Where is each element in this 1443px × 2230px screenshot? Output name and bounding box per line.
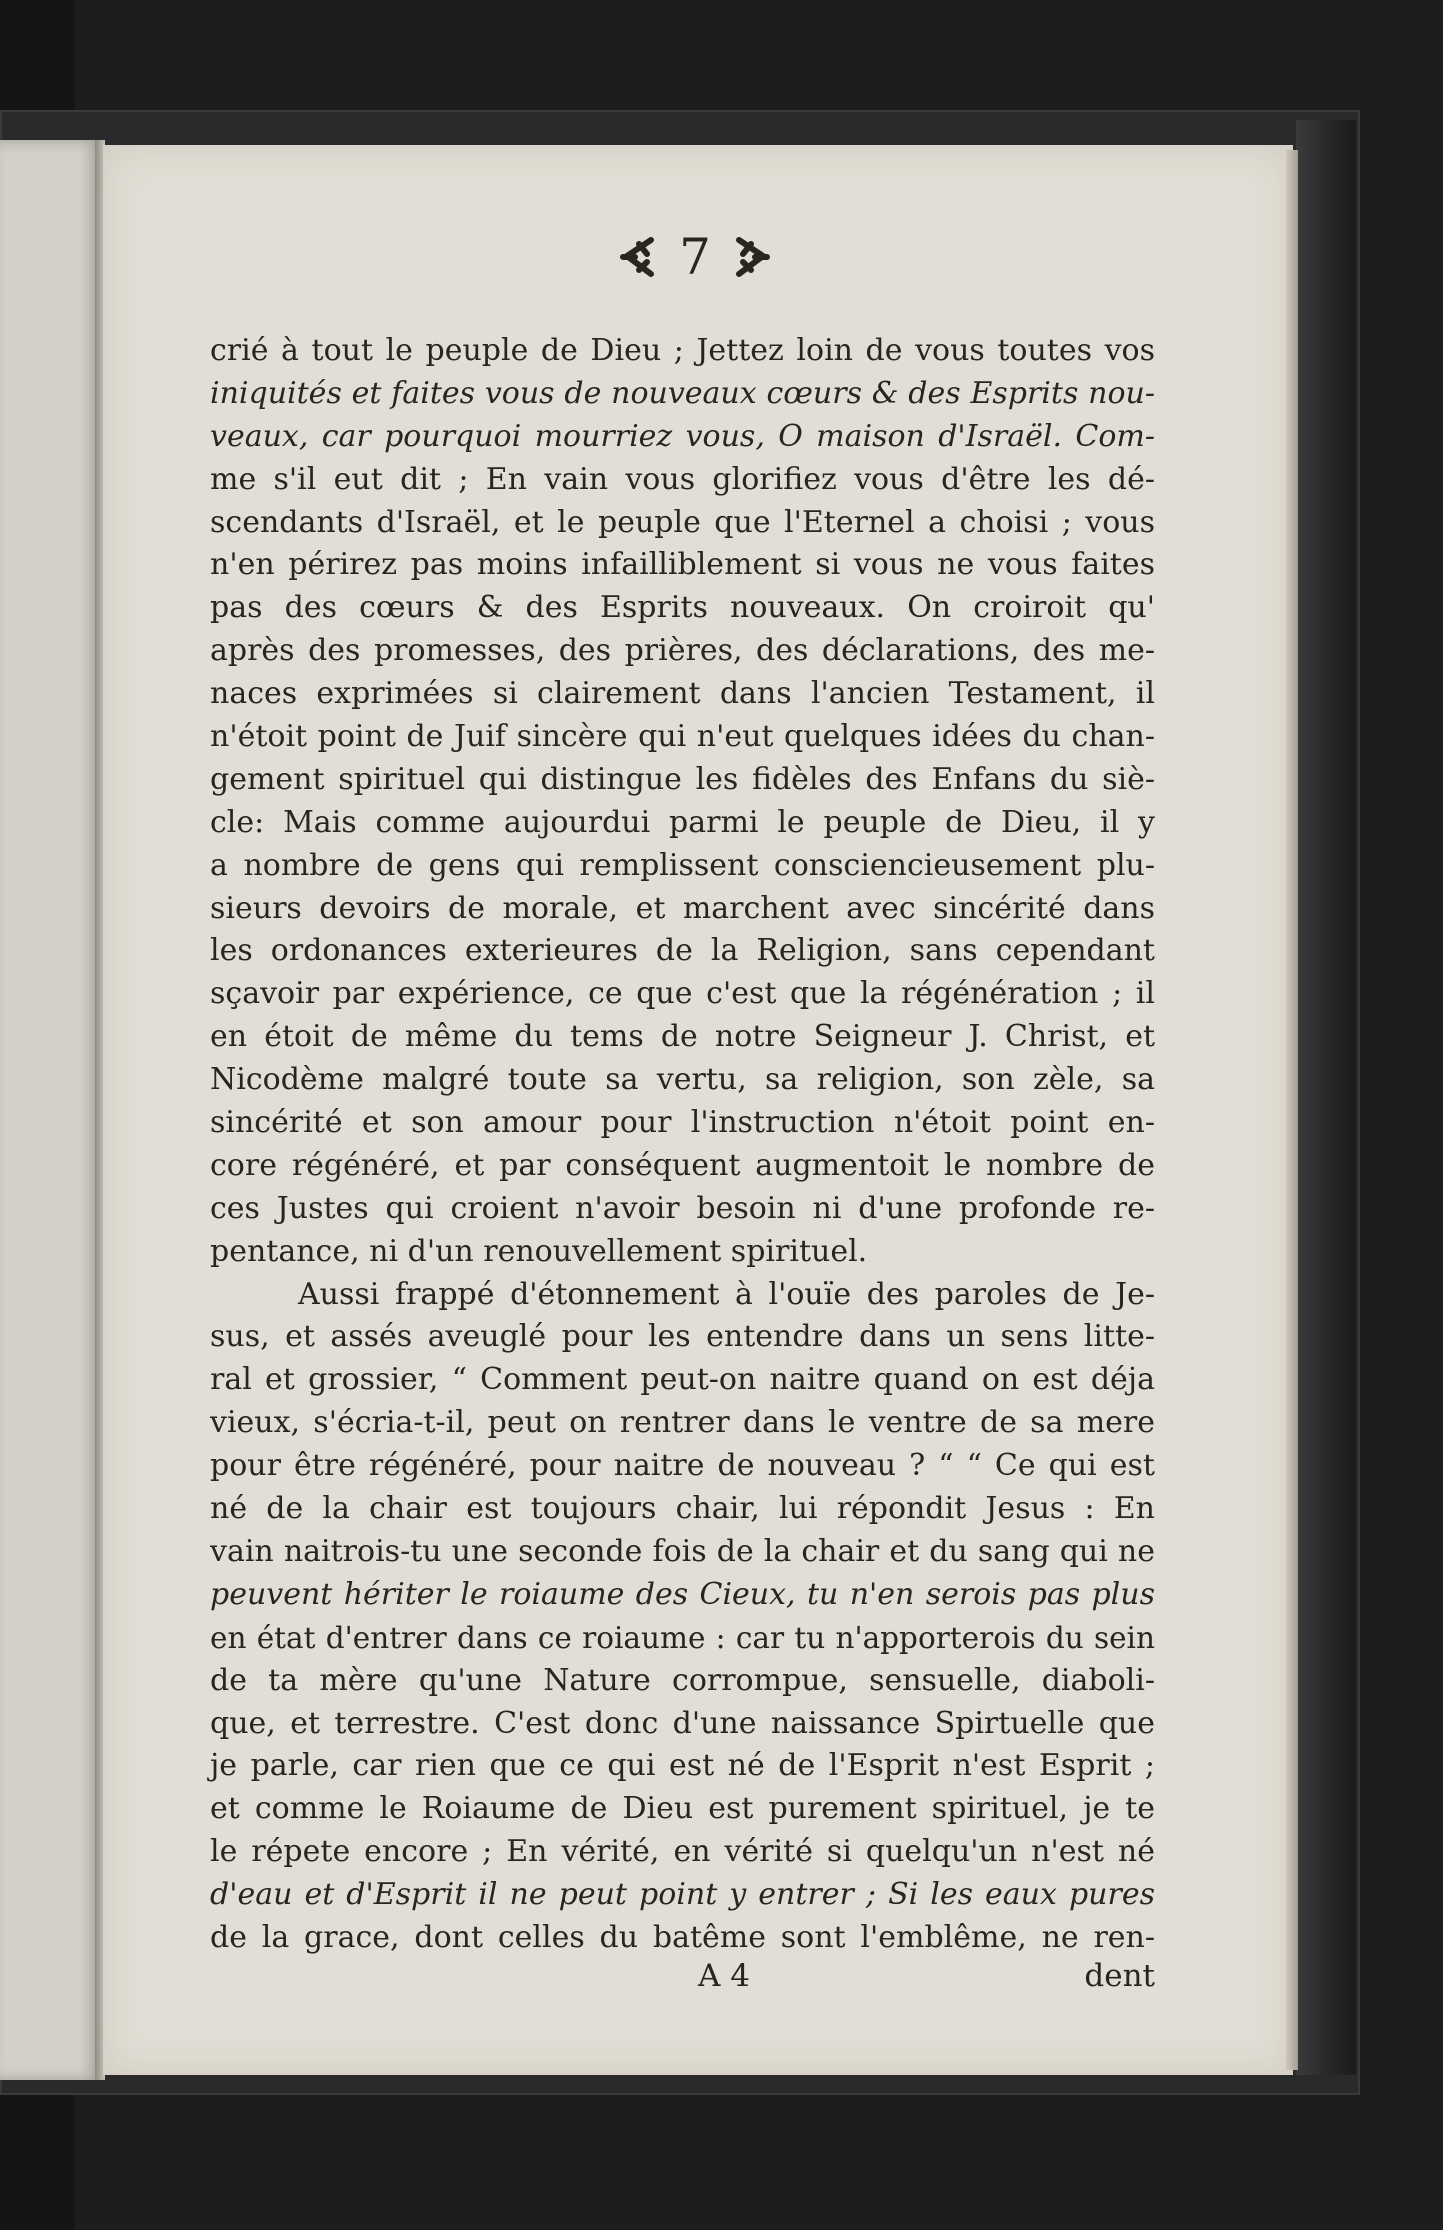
- text-line: je parle, car rien que ce qui est né de l'Esprit n'est Esprit ;: [210, 1748, 1155, 1784]
- text-line: gement spirituel qui distingue les fidèles des Enfans du siè-: [210, 761, 1155, 797]
- text-line: ces Justes qui croient n'avoir besoin ni d'une profonde re-: [210, 1190, 1155, 1226]
- text-line: de ta mère qu'une Nature corrompue, sensuelle, diaboli-: [210, 1662, 1155, 1698]
- text-line: scendants d'Israël, et le peuple que l'Eternel a choisi ; vous: [210, 504, 1155, 540]
- text-line: les ordonances exterieures de la Religion, sans cependant: [210, 933, 1155, 969]
- text-line: sçavoir par expérience, ce que c'est que la régénération ; il: [210, 976, 1155, 1012]
- page-number: 7: [679, 228, 711, 286]
- text-line: vieux, s'écria-t-il, peut on rentrer dans le ventre de sa mere: [210, 1405, 1155, 1441]
- text-line: pentance, ni d'un renouvellement spirituel.: [210, 1233, 868, 1269]
- page-footer: [210, 1955, 1155, 1997]
- text-line: naces exprimées si clairement dans l'ancien Testament, il: [210, 676, 1155, 712]
- text-line: sus, et assés aveuglé pour les entendre dans un sens litte-: [210, 1319, 1155, 1355]
- text-line: veaux, car pourquoi mourriez vous, O maison d'Israël. Com-: [210, 418, 1155, 454]
- text-line: crié à tout le peuple de Dieu ; Jettez loin de vous toutes vos: [210, 333, 1155, 368]
- text-line: vain naitrois-tu une seconde fois de la chair et du sang qui ne: [210, 1533, 1155, 1569]
- text-line: né de la chair est toujours chair, lui répondit Jesus : En: [210, 1491, 1155, 1527]
- text-line: sieurs devoirs de morale, et marchent avec sincérité dans: [210, 890, 1155, 926]
- text-line: cle: Mais comme aujourdui parmi le peuple de Dieu, il y: [210, 804, 1155, 840]
- cover-edge: [1296, 120, 1356, 2075]
- text-line: le répete encore ; En vérité, en vérité si quelqu'un n'est né: [210, 1834, 1155, 1870]
- text-line: en étoit de même du tems de notre Seigneur J. Christ, et: [210, 1019, 1155, 1055]
- fleuron-right-icon: [733, 234, 773, 280]
- text-line: sincérité et son amour pour l'instruction n'étoit point en-: [210, 1105, 1155, 1141]
- text-line: après des promesses, des prières, des déclarations, des me-: [210, 633, 1155, 669]
- text-line: pas des cœurs & des Esprits nouveaux. On croiroit qu': [210, 590, 1155, 626]
- text-line: que, et terrestre. C'est donc d'une naissance Spirtuelle que: [210, 1705, 1155, 1741]
- text-line: Nicodème malgré toute sa vertu, sa religion, son zèle, sa: [210, 1062, 1155, 1098]
- facing-page-edge: [0, 140, 100, 2080]
- text-line: Aussi frappé d'étonnement à l'ouïe des paroles de Je-: [298, 1276, 1155, 1312]
- text-line: et comme le Roiaume de Dieu est purement spirituel, je te: [210, 1791, 1155, 1827]
- catchword: dent: [1084, 1958, 1155, 1994]
- text-line: ral et grossier, “ Comment peut-on naitre quand on est déja: [210, 1362, 1155, 1398]
- text-line: a nombre de gens qui remplissent consciencieusement plu-: [210, 847, 1155, 883]
- text-line: me s'il eut dit ; En vain vous glorifiez vous d'être les dé-: [210, 461, 1155, 497]
- text-line: core régénéré, et par conséquent augmentoit le nombre de: [210, 1147, 1155, 1183]
- text-line: en état d'entrer dans ce roiaume : car tu n'apporterois du sein: [210, 1620, 1155, 1655]
- text-line: pour être régénéré, pour naitre de nouveau ? “ “ Ce qui est: [210, 1448, 1155, 1484]
- text-line: iniquités et faites vous de nouveaux cœurs & des Esprits nou-: [210, 375, 1155, 411]
- page-stack-edge: [1286, 150, 1298, 2070]
- fleuron-left-icon: [617, 234, 657, 280]
- page-header: [590, 222, 800, 292]
- text-line: de la grace, dont celles du batême sont l'emblême, ne ren-: [210, 1919, 1155, 1955]
- text-line: n'étoit point de Juif sincère qui n'eut quelques idées du chan-: [210, 719, 1155, 755]
- text-line: d'eau et d'Esprit il ne peut point y entrer ; Si les eaux pures: [210, 1877, 1155, 1913]
- text-line: n'en périrez pas moins infailliblement si vous ne vous faites: [210, 547, 1155, 583]
- text-line: peuvent hériter le roiaume des Cieux, tu n'en serois pas plus: [210, 1576, 1155, 1612]
- body-text: [210, 330, 1155, 1960]
- signature-mark: A 4: [698, 1958, 750, 1994]
